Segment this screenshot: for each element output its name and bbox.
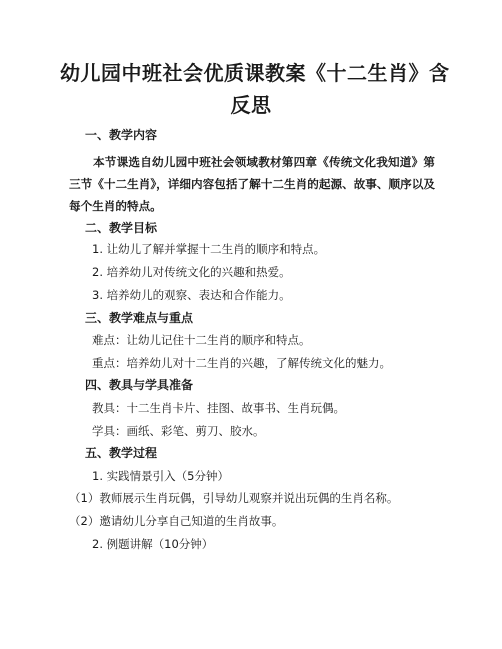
section-heading-teaching-goals: 二、教学目标	[85, 221, 158, 235]
section-heading-teaching-process: 五、教学过程	[85, 446, 158, 460]
process-step-1: 1. 实践情景引入（5分钟）	[92, 469, 229, 483]
goal-item-2: 2. 培养幼儿对传统文化的兴趣和热爱。	[92, 265, 291, 279]
goal-item-3: 3. 培养幼儿的观察、表达和合作能力。	[92, 288, 291, 302]
difficulty-text: 难点：让幼儿记住十二生肖的顺序和特点。	[92, 333, 311, 347]
document-title-line-2: 反思	[230, 93, 272, 117]
student-materials-text: 学具：画纸、彩笔、剪刀、胶水。	[92, 424, 265, 438]
process-step-1-sub-1: （1）教师展示生肖玩偶，引导幼儿观察并说出玩偶的生肖名称。	[69, 491, 399, 505]
document-title-line-1: 幼儿园中班社会优质课教案《十二生肖》含	[60, 61, 450, 85]
process-step-2: 2. 例题讲解（10分钟）	[92, 537, 214, 551]
teacher-materials-text: 教具：十二生肖卡片、挂图、故事书、生肖玩偶。	[92, 401, 345, 415]
section-heading-materials: 四、教具与学具准备	[85, 378, 194, 392]
goal-item-1: 1. 让幼儿了解并掌握十二生肖的顺序和特点。	[92, 242, 326, 256]
section-heading-teaching-content: 一、教学内容	[85, 128, 158, 142]
teaching-content-paragraph: 本节课选自幼儿园中班社会领域教材第四章《传统文化我知道》第三节《十二生肖》，详细内容包括了解十二生肖的起源、故事、顺序以及每个生肖的特点。	[69, 155, 435, 213]
section-heading-difficulty-and-key: 三、教学难点与重点	[85, 311, 194, 325]
process-step-1-sub-2: （2）邀请幼儿分享自己知道的生肖故事。	[69, 514, 284, 528]
key-point-text: 重点：培养幼儿对十二生肖的兴趣，了解传统文化的魅力。	[92, 356, 391, 370]
